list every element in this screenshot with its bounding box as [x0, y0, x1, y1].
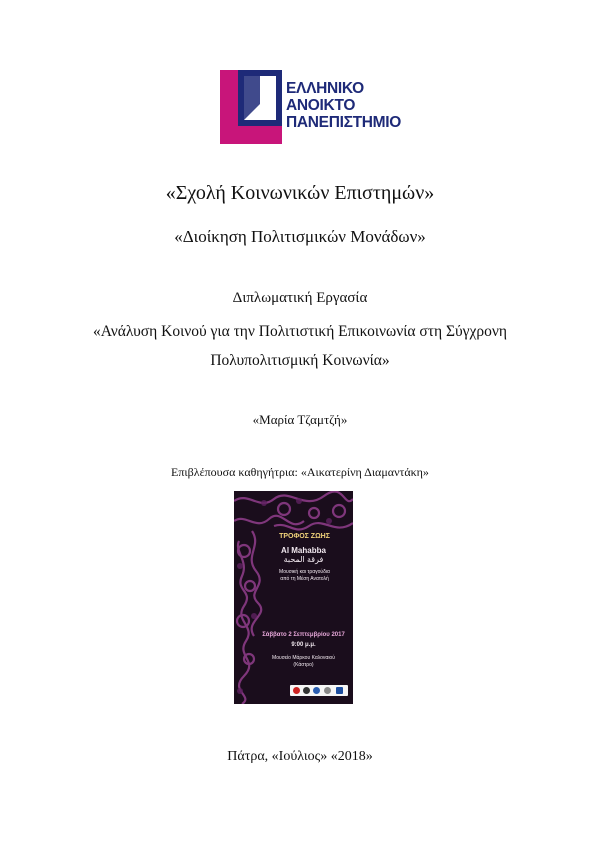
sponsor-logo-icon [324, 687, 331, 694]
department-name: «Διοίκηση Πολιτισμικών Μονάδων» [174, 227, 426, 246]
place-and-date: Πάτρα, «Ιούλιος» «2018» [227, 749, 373, 764]
sponsor-logos [290, 685, 348, 696]
supervisor: Επιβλέπουσα καθηγήτρια: «Αικατερίνη Διαμαντάκη» [171, 465, 429, 479]
sponsor-logo-icon [293, 687, 300, 694]
school-name: «Σχολή Κοινωνικών Επιστημών» [165, 182, 435, 204]
poster-arabic-name: فرقة المحبة [283, 555, 324, 564]
sponsor-logo-icon [313, 687, 320, 694]
logo-line-2: ΑΝΟΙΚΤΟ [286, 97, 356, 114]
logo-text [286, 80, 401, 131]
logo-line-1: ΕΛΛΗΝΙΚΟ [286, 80, 364, 97]
thesis-title-line-1: «Ανάλυση Κοινού για την Πολιτιστική Επικοινωνία στη Σύγχρονη [92, 323, 508, 340]
document-type: Διπλωματική Εργασία [232, 290, 368, 306]
poster-band-name: Al Mahabba [281, 546, 326, 555]
event-poster-image [234, 491, 353, 704]
university-logo [220, 70, 410, 144]
poster-heading: ΤΡΟΦΟΣ ΖΩΗΣ [279, 533, 330, 540]
sponsor-logo-icon [336, 687, 343, 694]
arabesque-pattern [234, 491, 353, 704]
sponsor-logo-icon [303, 687, 310, 694]
poster-venue-2: (Κάστρο) [293, 662, 314, 668]
logo-mark-icon [220, 70, 290, 144]
thesis-title-line-2: Πολυπολιτισμική Κοινωνία» [210, 352, 390, 369]
author-name: «Μαρία Τζαμτζή» [252, 412, 348, 427]
poster-description-2: από τη Μέση Ανατολή [280, 576, 329, 582]
poster-venue-1: Μουσείο Μάρκου Καλοναιού [272, 655, 335, 661]
logo-line-3: ΠΑΝΕΠΙΣΤΗΜΙΟ [286, 114, 402, 131]
poster-description-1: Μουσική και τραγούδια [279, 569, 330, 575]
poster-date: Σάββατο 2 Σεπτεμβρίου 2017 [262, 632, 345, 638]
poster-time: 9:00 μ.μ. [291, 642, 316, 648]
